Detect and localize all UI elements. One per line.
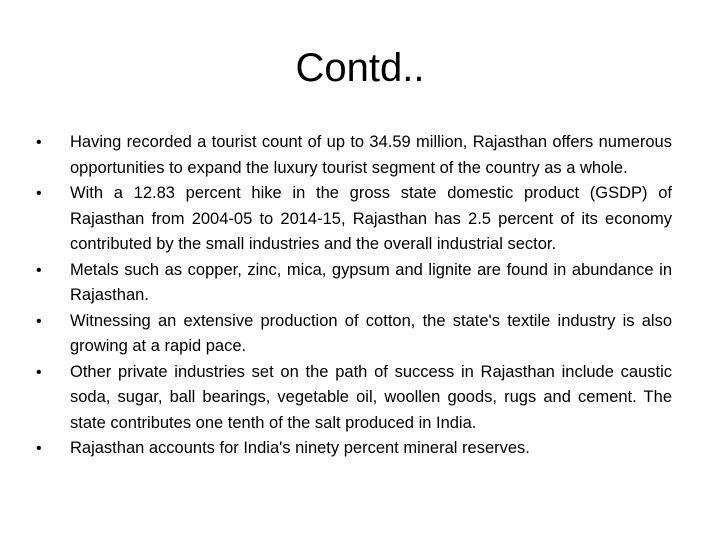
bullet-text: Witnessing an extensive production of cotton, the state's textile industry is also growing at a rapid pace. xyxy=(70,311,672,355)
bullet-item xyxy=(36,436,672,462)
bullet-text: Having recorded a tourist count of up to 34.59 million, Rajasthan offers numerous opportunities to expand the luxury tourist segment of the country as a whole. xyxy=(70,133,672,177)
bullet-item xyxy=(36,360,672,437)
bullet-dot-icon: • xyxy=(36,440,42,457)
bullet-dot-icon: • xyxy=(36,312,42,330)
bullet-text: With a 12.83 percent hike in the gross state domestic product (GSDP) of Rajasthan from 2004-05 to 2014-15, Rajasthan has 2.5 percent of its economy contributed by the small industries and the overall industrial sector. xyxy=(70,184,672,253)
bullet-list xyxy=(36,130,672,462)
bullet-dot-icon: • xyxy=(36,185,42,202)
bullet-item xyxy=(36,130,672,181)
bullet-text: Metals such as copper, zinc, mica, gypsum and lignite are found in abundance in Rajasthan. xyxy=(70,260,672,304)
bullet-dot-icon: • xyxy=(36,134,42,151)
bullet-dot-icon: • xyxy=(36,261,42,279)
bullet-dot-icon: • xyxy=(36,363,42,381)
bullet-text: Rajasthan accounts for India's ninety percent mineral reserves. xyxy=(70,439,530,457)
bullet-text: Other private industries set on the path of success in Rajasthan include caustic soda, sugar, ball bearings, vegetable oil, woollen goods, rugs and cement. The state contributes one tenth of the salt produced in India. xyxy=(70,362,672,432)
bullet-item xyxy=(36,309,672,360)
bullet-item xyxy=(36,258,672,309)
slide-title: Contd.. xyxy=(295,46,425,90)
bullet-item xyxy=(36,181,672,258)
